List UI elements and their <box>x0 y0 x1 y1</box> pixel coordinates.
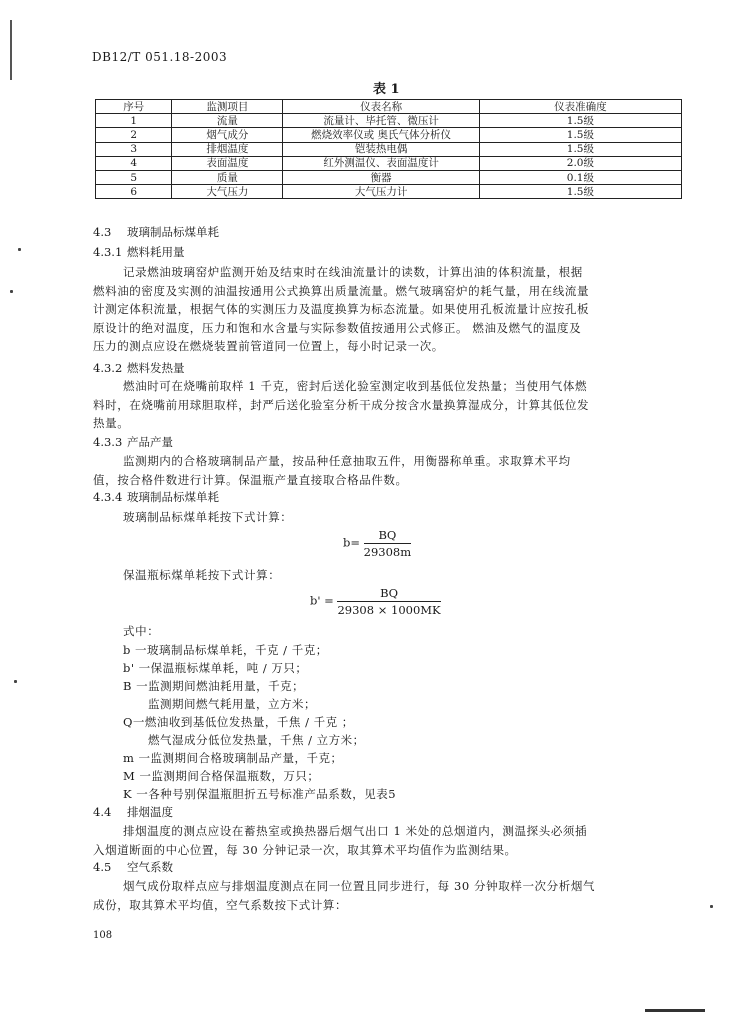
table-cell: 流量计、毕托管、微压计 <box>283 114 479 128</box>
subsection-heading <box>93 435 173 450</box>
table-cell: 排烟温度 <box>172 142 283 156</box>
section-number: 4.3.4 <box>93 490 123 504</box>
text-line: 燃油时可在烧嘴前取样 1 千克，密封后送化验室测定收到基低位发热量；当使用气体燃 <box>123 379 588 393</box>
section-heading <box>93 225 219 240</box>
formula-lhs: b' = <box>310 593 334 608</box>
table-cell: 1.5级 <box>479 142 681 156</box>
formula-intro: 保温瓶标煤单耗按下式计算： <box>123 568 281 582</box>
table-cell: 衡器 <box>283 170 479 184</box>
table-cell: 质量 <box>172 170 283 184</box>
section-title: 燃料耗用量 <box>127 245 185 259</box>
page-number: 108 <box>93 930 113 941</box>
paragraph <box>93 822 693 859</box>
formula-b <box>343 528 411 559</box>
legend-line: M 一监测期间合格保温瓶数，万只； <box>123 769 320 783</box>
table-title: 表 1 <box>373 82 400 97</box>
table-cell: 大气压力 <box>172 185 283 199</box>
legend-line: m 一监测期间合格玻璃制品产量，千克； <box>123 751 343 765</box>
text-line: 值，按合格件数进行计算。保温瓶产量直接取合格品件数。 <box>93 472 408 487</box>
table-cell: 表面温度 <box>172 156 283 170</box>
table-cell: 燃烧效率仪或 奥氏气体分析仪 <box>283 128 479 142</box>
section-number: 4.4 <box>93 805 112 819</box>
table-cell: 2 <box>96 128 172 142</box>
legend-line: Q一燃油收到基低位发热量，千焦 / 千克 ； <box>123 715 354 729</box>
table-header-row <box>96 100 682 114</box>
table-row <box>96 114 682 128</box>
section-number: 4.5 <box>93 860 112 874</box>
section-heading <box>93 860 173 875</box>
column-header: 仪表名称 <box>283 100 479 114</box>
table-cell: 1.5级 <box>479 128 681 142</box>
paragraph <box>93 877 693 914</box>
text-line: 记录燃油玻璃窑炉监测开始及结束时在线油流量计的读数，计算出油的体积流量，根据 <box>123 265 583 279</box>
table-cell: 6 <box>96 185 172 199</box>
legend-line: 监测期间燃气耗用量，立方米； <box>148 697 316 711</box>
formula-fraction <box>364 528 412 559</box>
text-line: 成份，取其算术平均值，空气系数按下式计算： <box>93 897 348 912</box>
formula-b-prime <box>310 586 441 617</box>
text-line: 烟气成份取样点应与排烟温度测点在同一位置且同步进行，每 30 分钟取样一次分析烟气 <box>123 879 596 893</box>
section-number: 4.3.3 <box>93 435 123 449</box>
formula-numerator: BQ <box>337 586 440 602</box>
scan-speck <box>18 248 21 251</box>
table-cell: 1.5级 <box>479 185 681 199</box>
legend-line: B 一监测期间燃油耗用量，千克； <box>123 679 305 693</box>
text-line: 监测期内的合格玻璃制品产量，按品种任意抽取五件，用衡器称单重。求取算术平均 <box>123 454 571 468</box>
legend-line: K 一各种号别保温瓶胆折五号标准产品系数，见表5 <box>123 787 397 801</box>
section-title: 排烟温度 <box>127 805 173 819</box>
document-code: DB12/T 051.18-2003 <box>92 50 228 64</box>
subsection-heading <box>93 490 219 505</box>
table-row <box>96 142 682 156</box>
section-title: 玻璃制品标煤单耗 <box>127 225 219 239</box>
column-header: 监测项目 <box>172 100 283 114</box>
text-line: 排烟温度的测点应设在蓄热室或换热器后烟气出口 1 米处的总烟道内，测温探头必须插 <box>123 824 588 838</box>
text-line: 计测定体积流量，根据气体的实测压力及温度换算为标态流量。如果使用孔板流量计应按孔板 <box>93 302 590 316</box>
text-line: 燃料油的密度及实测的油温按通用公式换算出质量流量。燃气玻璃窑炉的耗气量，用在线流量 <box>93 283 590 298</box>
legend-line: b' 一保温瓶标煤单耗，吨 / 万只； <box>123 661 308 675</box>
table-row <box>96 156 682 170</box>
section-number: 4.3.2 <box>93 361 123 375</box>
paragraph <box>93 377 693 433</box>
table-cell: 4 <box>96 156 172 170</box>
table-cell: 3 <box>96 142 172 156</box>
table-cell: 5 <box>96 170 172 184</box>
section-number: 4.3.1 <box>93 245 123 259</box>
subsection-heading <box>93 245 185 260</box>
text-line: 原设计的绝对温度，压力和饱和水含量与实际参数值按通用公式修正。 燃油及燃气的温度及 <box>93 320 582 335</box>
text-line: 料时，在烧嘴前用球胆取样，封严后送化验室分析干成分按含水量换算湿成分，计算其低位发 <box>93 397 590 412</box>
section-number: 4.3 <box>93 225 112 239</box>
table-cell: 1.5级 <box>479 114 681 128</box>
table-cell: 铠装热电偶 <box>283 142 479 156</box>
legend-line: 燃气湿成分低位发热量，千焦 / 立方米； <box>148 733 365 747</box>
scan-speck <box>10 290 13 293</box>
section-title: 产品产量 <box>127 435 173 449</box>
formula-fraction <box>337 586 440 617</box>
legend-line: b 一玻璃制品标煤单耗，千克 / 千克； <box>123 643 328 657</box>
column-header: 序号 <box>96 100 172 114</box>
section-title: 玻璃制品标煤单耗 <box>127 490 219 504</box>
text-line: 入烟道断面的中心位置，每 30 分钟记录一次，取其算术平均值作为监测结果。 <box>93 842 517 857</box>
scan-speck <box>14 680 17 683</box>
paragraph <box>93 452 693 489</box>
table-cell: 红外测温仪、表面温度计 <box>283 156 479 170</box>
text-line: 热量。 <box>93 416 130 430</box>
section-title: 燃料发热量 <box>127 361 185 375</box>
formula-lhs: b= <box>343 535 360 550</box>
scan-edge-mark <box>10 20 12 80</box>
column-header: 仪表准确度 <box>479 100 681 114</box>
table-cell: 烟气成分 <box>172 128 283 142</box>
table-row <box>96 170 682 184</box>
formula-numerator: BQ <box>364 528 412 544</box>
table-cell: 流量 <box>172 114 283 128</box>
subsection-heading <box>93 361 185 376</box>
formula-denominator: 29308m <box>363 545 412 559</box>
text-line: 压力的测点应设在燃烧装置前管道同一位置上，每小时记录一次。 <box>93 339 444 353</box>
section-title: 空气系数 <box>127 860 173 874</box>
paragraph <box>93 263 693 356</box>
instrument-table <box>95 99 682 199</box>
section-heading <box>93 805 173 820</box>
table-row <box>96 185 682 199</box>
table-row <box>96 128 682 142</box>
scan-speck <box>710 905 713 908</box>
formula-denominator: 29308 × 1000MK <box>337 603 441 617</box>
table-cell: 大气压力计 <box>283 185 479 199</box>
table-cell: 0.1级 <box>479 170 681 184</box>
table-cell: 1 <box>96 114 172 128</box>
scan-edge-mark <box>645 1009 705 1012</box>
table-cell: 2.0级 <box>479 156 681 170</box>
formula-intro: 玻璃制品标煤单耗按下式计算： <box>123 510 293 524</box>
where-label: 式中： <box>123 624 160 638</box>
